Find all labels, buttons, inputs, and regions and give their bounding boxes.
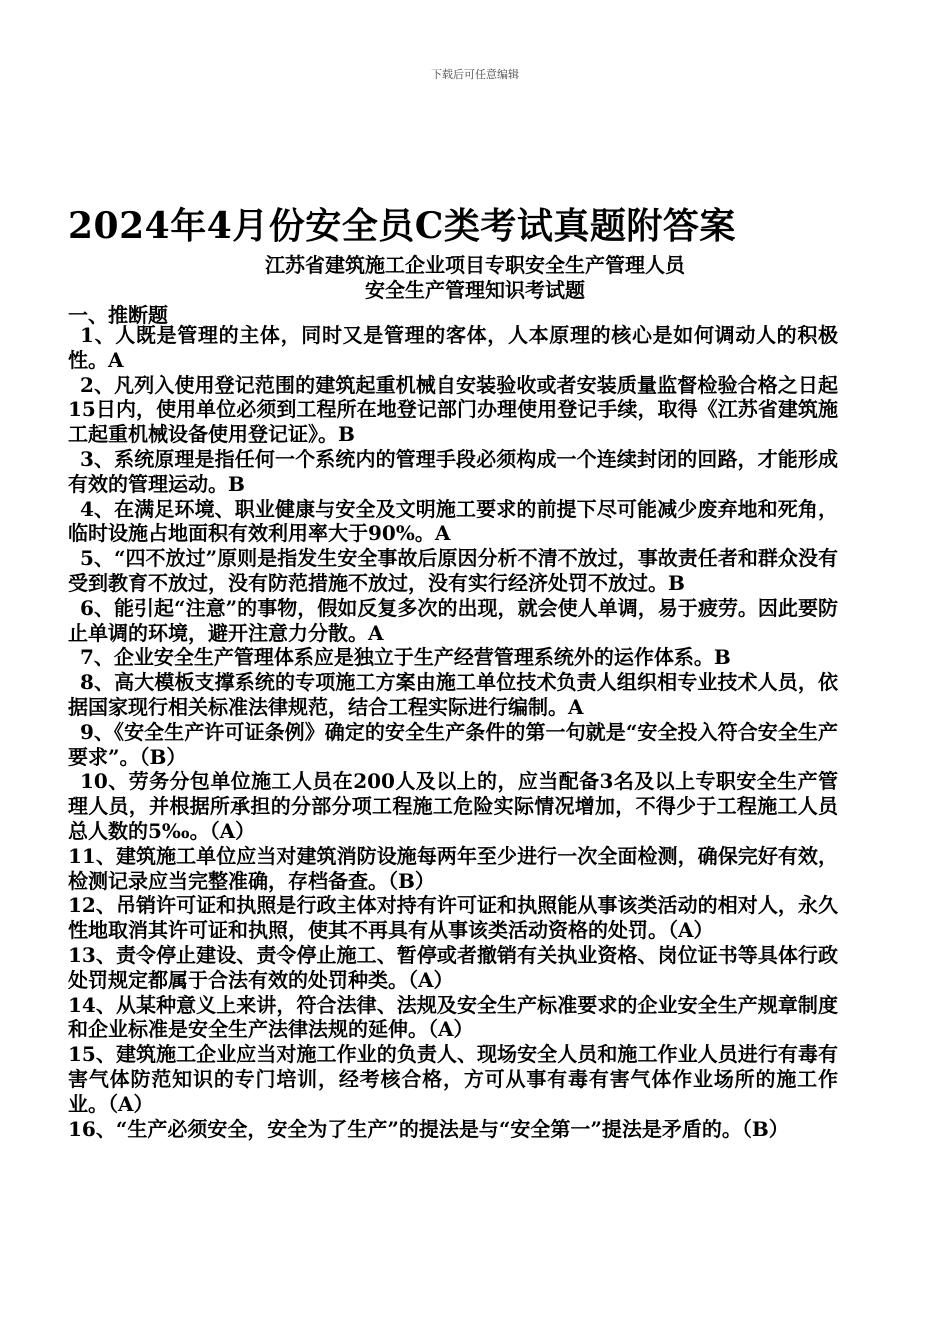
question-item: 15、建筑施工企业应当对施工作业的负责人、现场安全人员和施工作业人员进行有毒有害气体防范知识的专门培训，经考核合格，方可从事有毒有害气体作业场所的施工作业。（A）	[68, 1042, 838, 1116]
subtitle-line-1: 江苏省建筑施工企业项目专职安全生产管理人员	[265, 253, 685, 277]
question-item: 8、高大模板支撑系统的专项施工方案由施工单位技术负责人组织相专业技术人员，依据国家现行相关标准法律规范，结合工程实际进行编制。A	[68, 670, 838, 719]
question-item: 14、从某种意义上来讲，符合法律、法规及安全生产标准要求的企业安全生产规章制度和企业标准是安全生产法律法规的延伸。（A）	[68, 992, 838, 1042]
question-item: 12、吊销许可证和执照是行政主体对持有许可证和执照能从事该类活动的相对人，永久性地取消其许可证和执照，使其不再具有从事该类活动资格的处罚。（A）	[68, 893, 838, 943]
section-heading: 一、推断题	[68, 303, 168, 327]
question-item: 4、在满足环境、职业健康与安全及文明施工要求的前提下尽可能减少废弃地和死角，临时设施占地面积有效利用率大于90%。A	[68, 496, 838, 546]
document-title: 2024年4月份安全员C类考试真题附答案	[68, 205, 736, 247]
question-item: 5、“四不放过”原则是指发生安全事故后原因分析不清不放过，事故责任者和群众没有受到教育不放过，没有防范措施不放过，没有实行经济处罚不放过。B	[68, 546, 838, 595]
question-item: 10、劳务分包单位施工人员在200人及以上的，应当配备3名及以上专职安全生产管理人员，并根据所承担的分部分项工程施工危险实际情况增加，不得少于工程施工人员总人数的5‰。（A）	[68, 769, 838, 843]
question-item: 13、责令停止建设、责令停止施工、暂停或者撤销有关执业资格、岗位证书等具体行政处罚规定都属于合法有效的处罚种类。（A）	[68, 942, 838, 992]
question-list	[68, 323, 838, 1141]
question-item: 6、能引起“注意”的事物，假如反复多次的出现，就会使人单调，易于疲劳。因此要防止单调的环境，避开注意力分散。A	[68, 595, 838, 645]
question-item: 2、凡列入使用登记范围的建筑起重机械自安装验收或者安装质量监督检验合格之日起15日内，使用单位必须到工程所在地登记部门办理使用登记手续，取得《江苏省建筑施工起重机械设备使用登记证》。B	[68, 372, 838, 447]
question-item: 7、企业安全生产管理体系应是独立于生产经营管理系统外的运作体系。B	[80, 645, 731, 670]
question-item: 9、《安全生产许可证条例》确定的安全生产条件的第一句就是“安全投入符合安全生产要求”。（B）	[68, 719, 838, 769]
question-item: 16、“生产必须安全，安全为了生产”的提法是与“安全第一”提法是矛盾的。（B）	[68, 1116, 789, 1141]
question-item: 11、建筑施工单位应当对建筑消防设施每两年至少进行一次全面检测，确保完好有效，检测记录应当完整准确，存档备查。（B）	[68, 843, 838, 893]
header-note: 下载后可任意编辑	[431, 68, 519, 81]
subtitle-line-2: 安全生产管理知识考试题	[365, 278, 585, 302]
question-item: 3、系统原理是指任何一个系统内的管理手段必须构成一个连续封闭的回路，才能形成有效的管理运动。B	[68, 446, 838, 496]
question-item: 1、人既是管理的主体，同时又是管理的客体，人本原理的核心是如何调动人的积极性。A	[68, 323, 838, 372]
